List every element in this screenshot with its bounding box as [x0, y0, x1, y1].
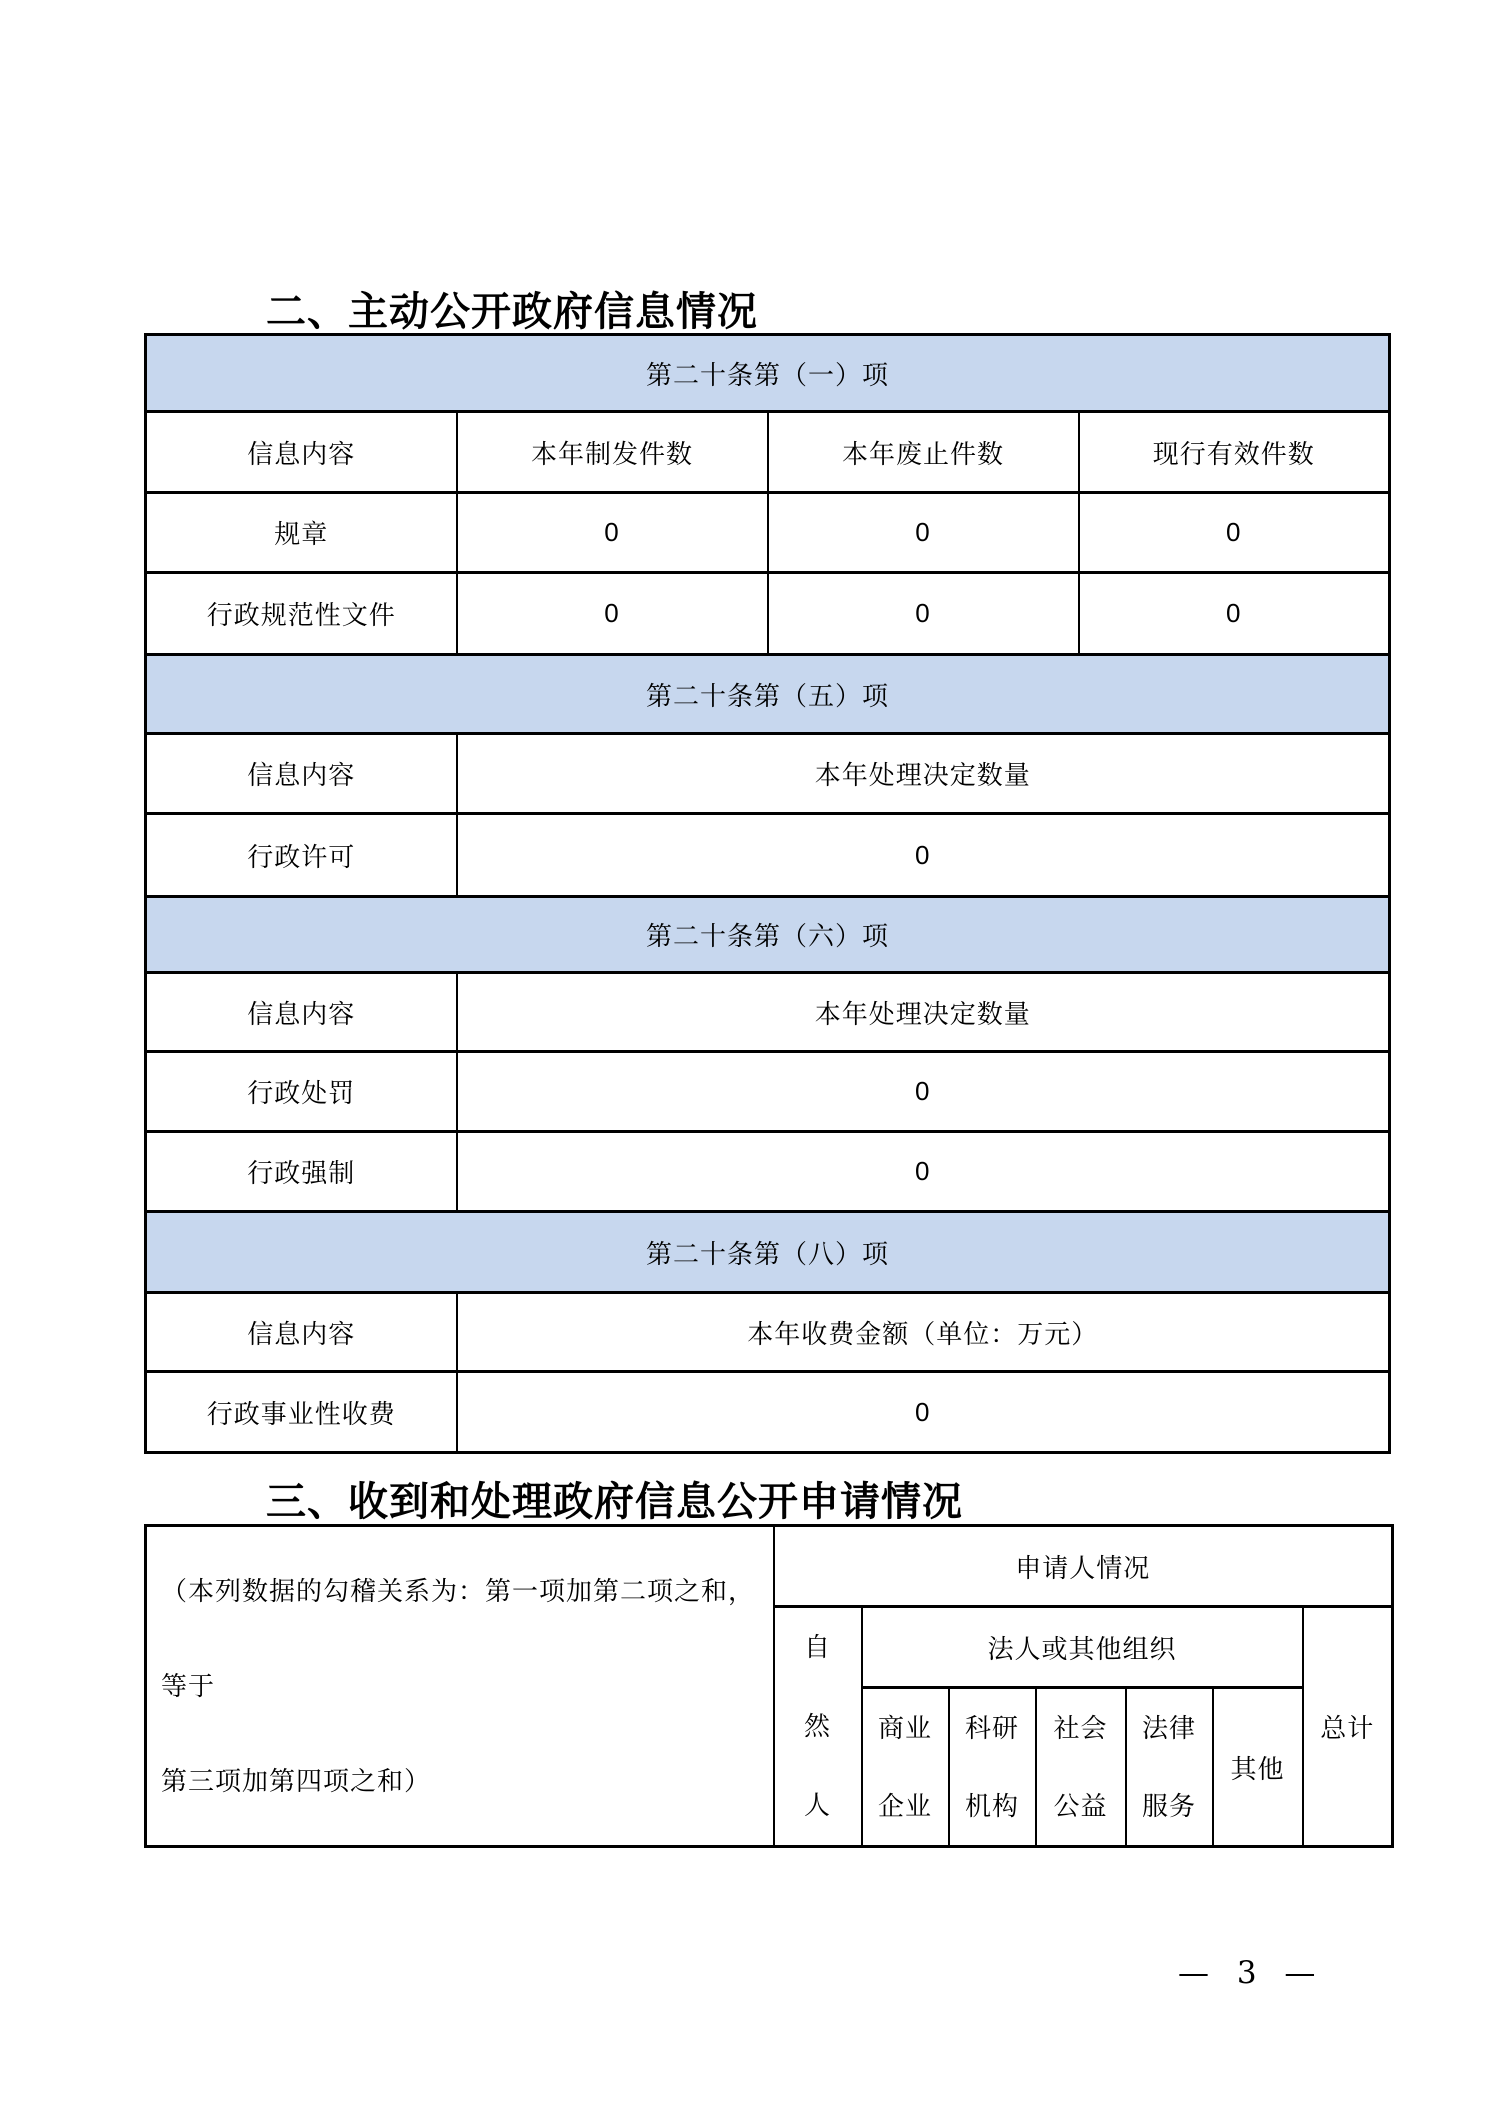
- cell-value: 0: [457, 1132, 1390, 1212]
- col-header: 本年处理决定数量: [457, 973, 1390, 1052]
- col-header: 信息内容: [146, 973, 457, 1052]
- active-disclosure-table: [144, 333, 1391, 1454]
- total-header: 总计: [1303, 1607, 1393, 1847]
- cell-value: 0: [457, 1052, 1390, 1132]
- band-row-article20-8: [146, 1212, 1390, 1293]
- col-header: 本年制发件数: [457, 412, 768, 493]
- org-col-research: 科研 机构: [949, 1688, 1036, 1847]
- section-two-title: 二、主动公开政府信息情况: [266, 290, 758, 334]
- band-row-article20-1: [146, 335, 1390, 412]
- table-row: [146, 814, 1390, 897]
- table-row: [146, 1372, 1390, 1453]
- row-label: 行政事业性收费: [146, 1372, 457, 1453]
- band-row-article20-5: [146, 655, 1390, 734]
- header-row: [146, 734, 1390, 814]
- table-row: [146, 493, 1390, 573]
- col-header: 信息内容: [146, 734, 457, 814]
- cell-value: 0: [457, 814, 1390, 897]
- header-row: [146, 412, 1390, 493]
- note-line: 第三项加第四项之和）: [161, 1765, 432, 1796]
- table-row: [146, 1132, 1390, 1212]
- col-header: 本年收费金额（单位：万元）: [457, 1293, 1390, 1372]
- cell-value: 0: [1079, 493, 1390, 573]
- table-row: [146, 1526, 1393, 1607]
- table-row: [146, 1052, 1390, 1132]
- col-header: 信息内容: [146, 412, 457, 493]
- cell-value: 0: [1079, 573, 1390, 655]
- cell-value: 0: [457, 493, 768, 573]
- row-label: 行政强制: [146, 1132, 457, 1212]
- row-label: 行政许可: [146, 814, 457, 897]
- org-col-legal: 法律 服务: [1126, 1688, 1213, 1847]
- legal-org-header: 法人或其他组织: [862, 1607, 1303, 1688]
- natural-person-char: 自: [803, 1632, 831, 1662]
- band-row-article20-6: [146, 897, 1390, 973]
- page-number: — 3 —: [1178, 1955, 1325, 1991]
- cell-value: 0: [768, 493, 1079, 573]
- band-label: 第二十条第（八）项: [146, 1212, 1390, 1293]
- row-label: 行政规范性文件: [146, 573, 457, 655]
- note-cell: [146, 1526, 774, 1847]
- cell-value: 0: [768, 573, 1079, 655]
- org-col-other: 其他: [1213, 1688, 1303, 1847]
- org-col-social: 社会 公益: [1036, 1688, 1126, 1847]
- band-label: 第二十条第（一）项: [146, 335, 1390, 412]
- note-line: （本列数据的勾稽关系为：第一项加第二项之和，等于: [161, 1575, 756, 1701]
- col-header: 现行有效件数: [1079, 412, 1390, 493]
- cell-value: 0: [457, 573, 768, 655]
- org-col-business: 商业 企业: [862, 1688, 949, 1847]
- row-label: 规章: [146, 493, 457, 573]
- band-label: 第二十条第（五）项: [146, 655, 1390, 734]
- natural-person-char: 人: [803, 1790, 831, 1820]
- header-row: [146, 1293, 1390, 1372]
- table-row: [146, 573, 1390, 655]
- col-header: 本年废止件数: [768, 412, 1079, 493]
- col-header: 本年处理决定数量: [457, 734, 1390, 814]
- row-label: 行政处罚: [146, 1052, 457, 1132]
- cell-value: 0: [457, 1372, 1390, 1453]
- applicant-header: 申请人情况: [774, 1526, 1393, 1607]
- header-row: [146, 973, 1390, 1052]
- natural-person-char: 然: [803, 1711, 831, 1741]
- col-header: 信息内容: [146, 1293, 457, 1372]
- natural-person-header: [774, 1607, 862, 1847]
- band-label: 第二十条第（六）项: [146, 897, 1390, 973]
- requests-table: [144, 1524, 1394, 1848]
- section-three-title: 三、收到和处理政府信息公开申请情况: [266, 1480, 963, 1524]
